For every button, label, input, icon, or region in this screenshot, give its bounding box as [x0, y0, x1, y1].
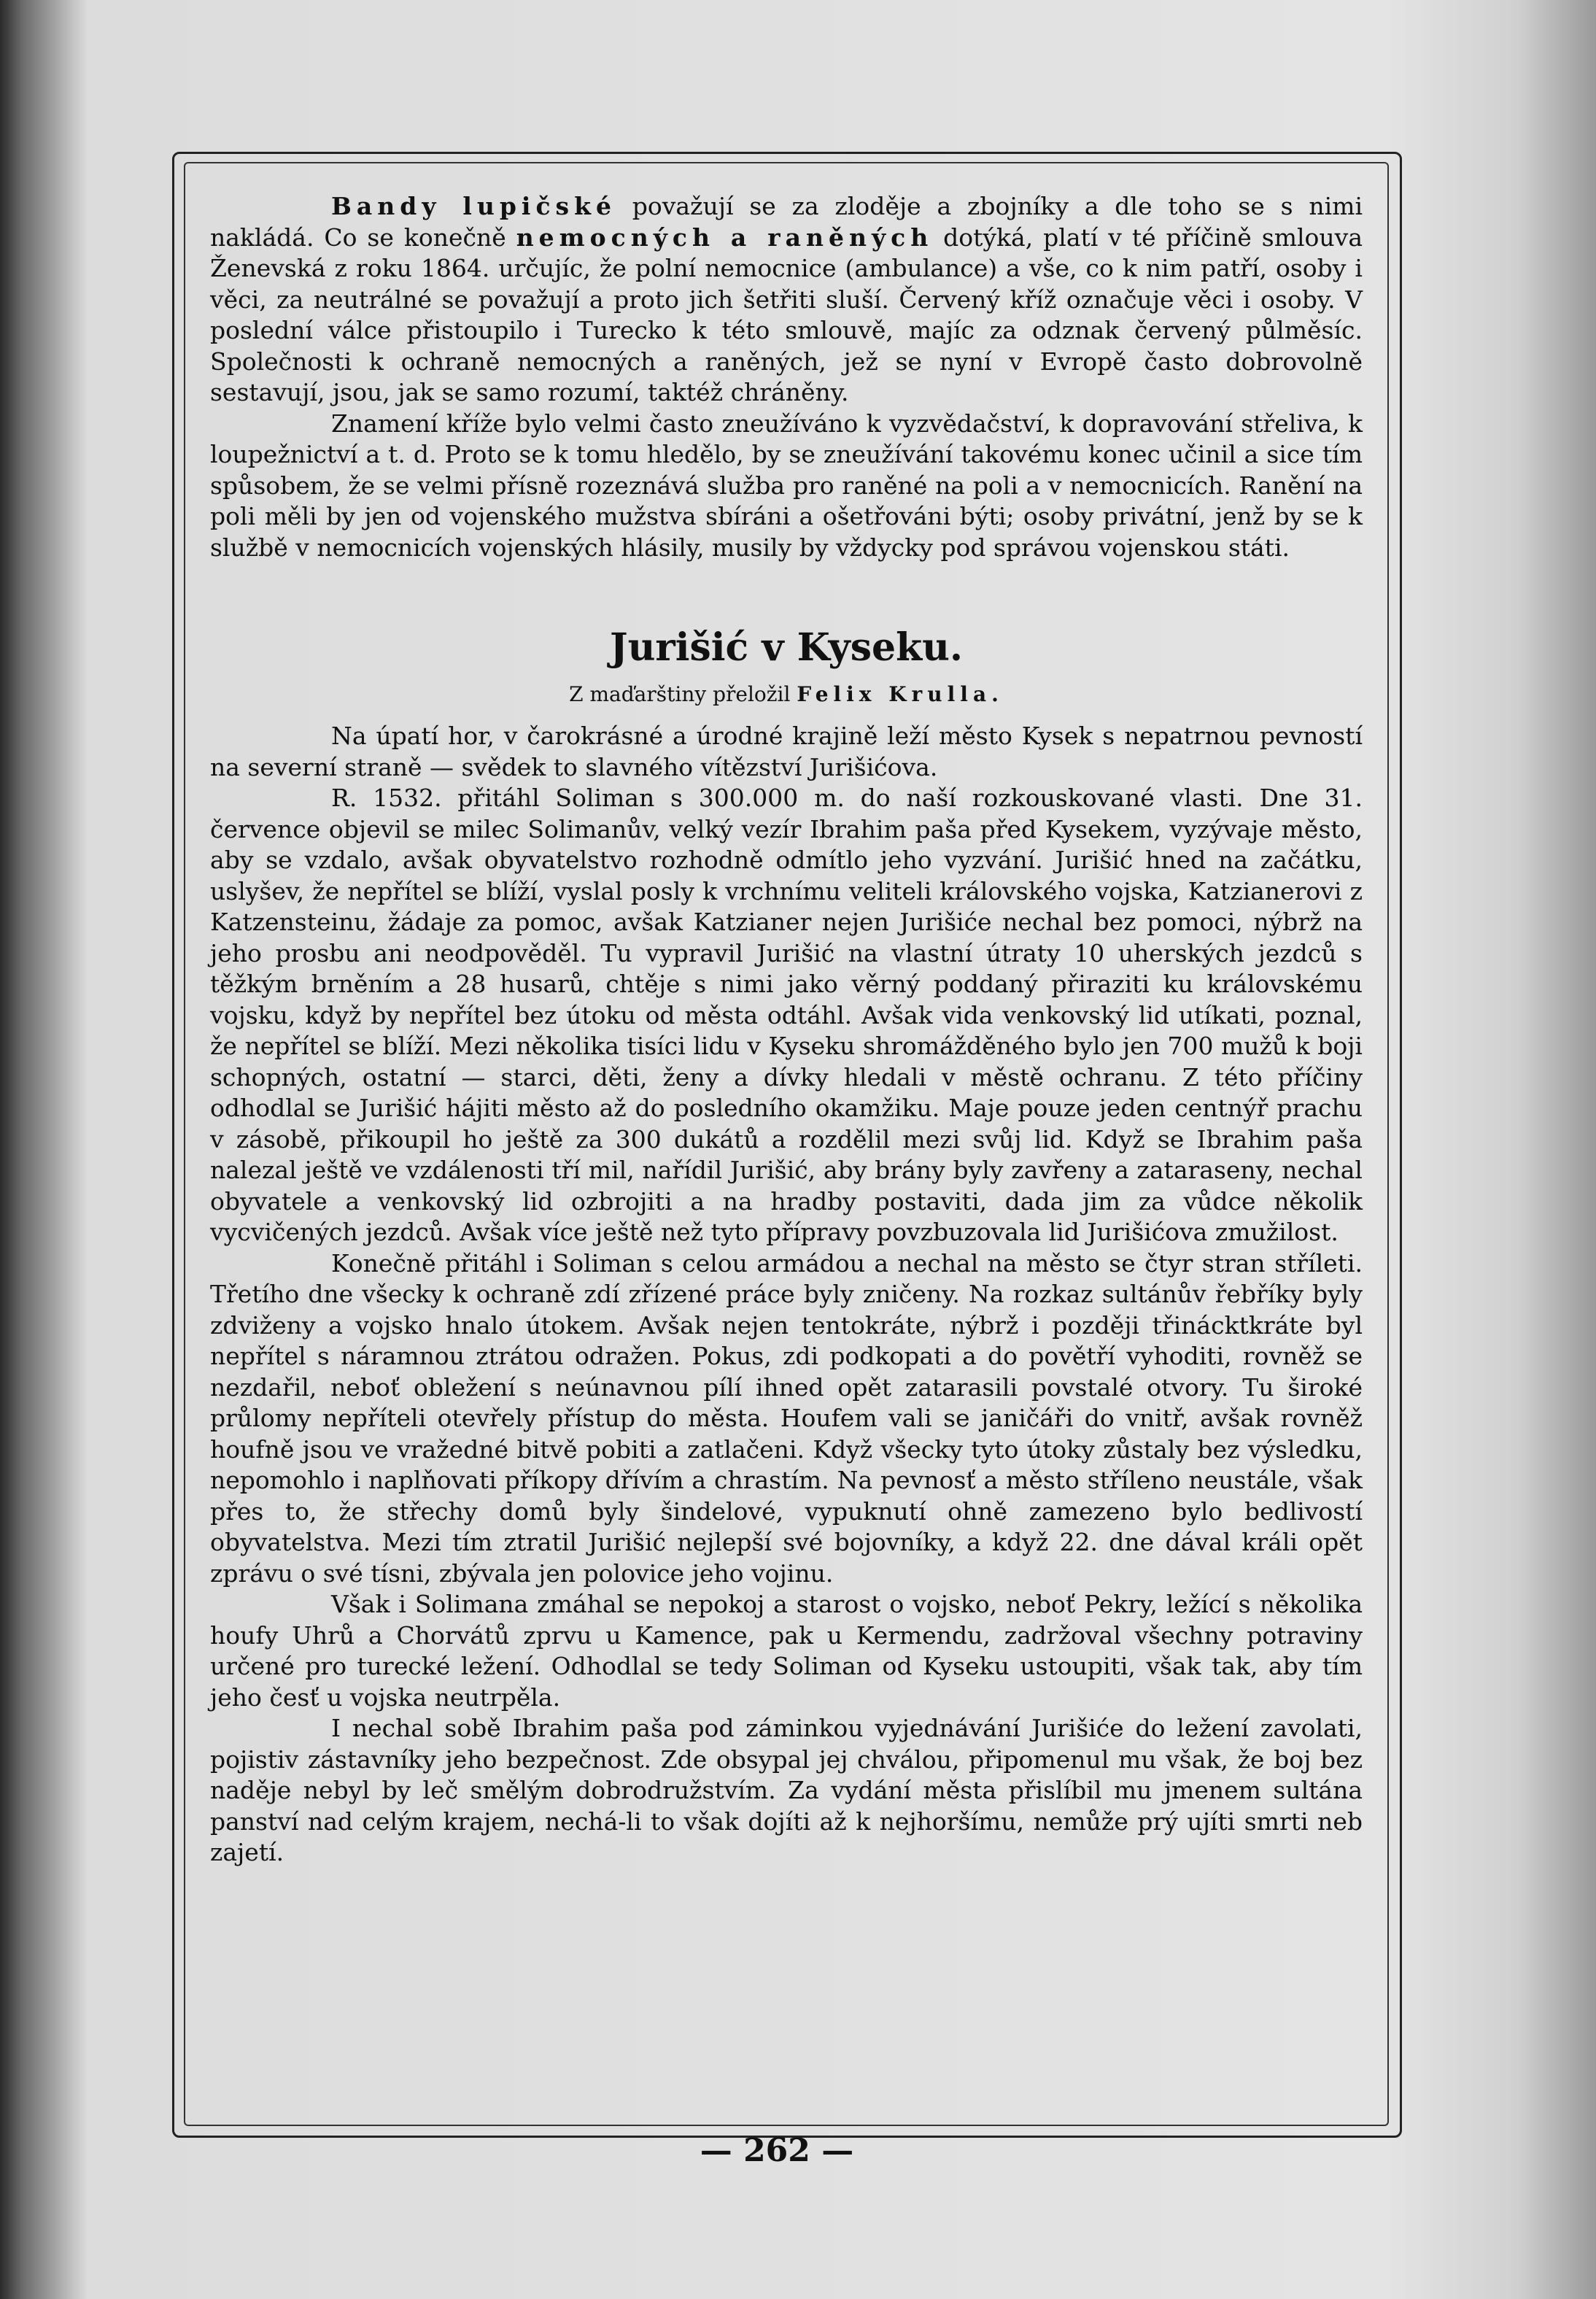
- article-paragraph: Konečně přitáhl i Soliman s celou armádou a nechal na město se čtyr stran stříleti. Třetího dne všecky k ochraně zdí zřízené práce byly zničeny. Na rozkaz sultánův řebříky byly zdviženy a vojsko hnalo útokem. Avšak nejen tentokráte, nýbrž i později třinácktkráte byl nepřítel s náramnou ztrátou odražen. Pokus, zdi podkopati a do povětří vyhoditi, rovněž se nezdařil, neboť obležení s neúnavnou pílí ihned opět zatarasili povstalé otvory. Tu široké průlomy nepříteli otevřely přístup do města. Houfem vali se janičáři do vnitř, avšak rovněž houfně jsou ve vražedné bitvě pobiti a zatlačeni. Když všecky tyto útoky zůstaly bez výsledku, nepomohlo i naplňovati příkopy dřívím a chrastím. Na pevnosť a město stříleno neustále, však přes to, že střechy domů byly šindelové, vypuknutí ohně zamezeno bylo bedlivostí obyvatelstva. Mezi tím ztratil Jurišić nejlepší své bojovníky, a když 22. dne dával králi opět zprávu o své tísni, zbývala jen polovice jeho vojinu.: [210, 1248, 1363, 1588]
- article-title: Jurišić v Kyseku.: [609, 625, 964, 670]
- spaced-term-bandy: Bandy lupičské: [331, 192, 616, 220]
- byline-author: Felix Krulla.: [797, 682, 1004, 706]
- article-paragraph: I nechal sobě Ibrahim paša pod záminkou vyjednávání Jurišiće do ležení zavolati, pojistiv zástavníky jeho bezpečnost. Zde obsypal jej chválou, připomenul mu však, že boj bez naděje nebyl by leč smělým dobrodružstvím. Za vydání města přislíbil mu jmenem sultána panství nad celým krajem, nechá-li to však dojíti až k nejhoršímu, nemůže prý ujíti smrti neb zajetí.: [210, 1714, 1363, 1866]
- page-number: — 262 —: [700, 2132, 854, 2169]
- article-paragraph: Na úpatí hor, v čarokrásné a úrodné krajině leží město Kysek s nepatrnou pevností na severní straně — svědek to slavného vítězství Jurišićova.: [210, 722, 1363, 781]
- byline-prefix: Z maďarštiny přeložil: [569, 682, 791, 706]
- article-byline: [210, 681, 1363, 708]
- article-paragraph: R. 1532. přitáhl Soliman s 300.000 m. do naší rozkouskované vlasti. Dne 31. července objevil se milec Solimanův, velký vezír Ibrahim paša před Kysekem, vyzývaje město, aby se vzdalo, avšak obyvatelstvo rozhodně odmítlo jeho vyzvání. Jurišić hned na začátku, uslyšev, že nepřítel se blíží, vyslal posly k vrchnímu veliteli královského vojska, Katzianerovi z Katzensteinu, žádaje za pomoc, avšak Katzianer nejen Jurišiće nechal bez pomoci, nýbrž na jeho prosbu ani neodpověděl. Tu vypravil Jurišić na vlastní útraty 10 uherských jezdců s těžkým brněním a 28 husarů, chtěje s nimi jako věrný poddaný přiraziti ku královskému vojsku, když by nepřítel bez útoku od města odtáhl. Avšak vida venkovský lid utíkati, poznal, že nepřítel se blíží. Mezi několika tisíci lidu v Kyseku shromážděného bylo jen 700 mužů k boji schopných, ostatní — starci, děti, ženy a dívky hledali v městě ochranu. Z této příčiny odhodlal se Jurišić hájiti město až do posledního okamžiku. Maje pouze jeden centnýř prachu v zásobě, přikoupil ho ještě za 300 dukátů a rozdělil mezi svůj lid. Když se Ibrahim paša nalezal ještě ve vzdálenosti tří mil, nařídil Jurišić, aby brány byly zavřeny a zataraseny, nechal obyvatele a venkovský lid ozbrojiti a na hradby postaviti, dada jim za vůdce několik vycvičených jezdců. Avšak více ještě než tyto přípravy povzbuzovala lid Jurišićova zmužilost.: [210, 784, 1363, 1246]
- paragraph-bandy: [210, 191, 1363, 409]
- text-column: [210, 191, 1363, 1869]
- paragraph-znameni: Znamení kříže bylo velmi často zneužíváno k vyzvědačství, k dopravování střeliva, k loupežnictví a t. d. Proto se k tomu hledělo, by se zneužívání takovému konec učinil a sice tím spůsobem, že se velmi přísně rozeznává služba pro raněné na poli a v nemocnicích. Ranění na poli měli by jen od vojenského mužstva sbíráni a ošetřováni býti; osoby privátní, jenž by se k službě v nemocnicích vojenských hlásily, musily by vždycky pod správou vojenskou státi.: [210, 409, 1363, 562]
- spaced-term-nemocnych: nemocných a raněných: [516, 223, 934, 252]
- paragraph-text: považují se za zloděje a zbojníky a dle toho se s nimi nakládá. Co se konečně: [210, 192, 1363, 252]
- article-paragraph: Však i Solimana zmáhal se nepokoj a starost o vojsko, neboť Pekry, ležící s několika houfy Uhrů a Chorvátů zprvu u Kamence, pak u Kermendu, zadržoval všechny potraviny určené pro turecké ležení. Odhodlal se tedy Soliman od Kyseku ustoupiti, však tak, aby tím jeho česť u vojska neutrpěla.: [210, 1590, 1363, 1712]
- paragraph-text: dotýká, platí v té příčině smlouva Ženevská z roku 1864. určujíc, že polní nemocnice (ambulance) a vše, co k nim patří, osoby i věci, za neutrálné se považují a proto jich šetřiti sluší. Červený kříž označuje věci i osoby. V poslední válce přistoupilo i Turecko k této smlouvě, majíc za odznak červený půlměsíc. Společnosti k ochraně nemocných a raněných, jež se nyní v Evropě často dobrovolně sestavují, jsou, jak se samo rozumí, taktéž chráněny.: [210, 223, 1363, 406]
